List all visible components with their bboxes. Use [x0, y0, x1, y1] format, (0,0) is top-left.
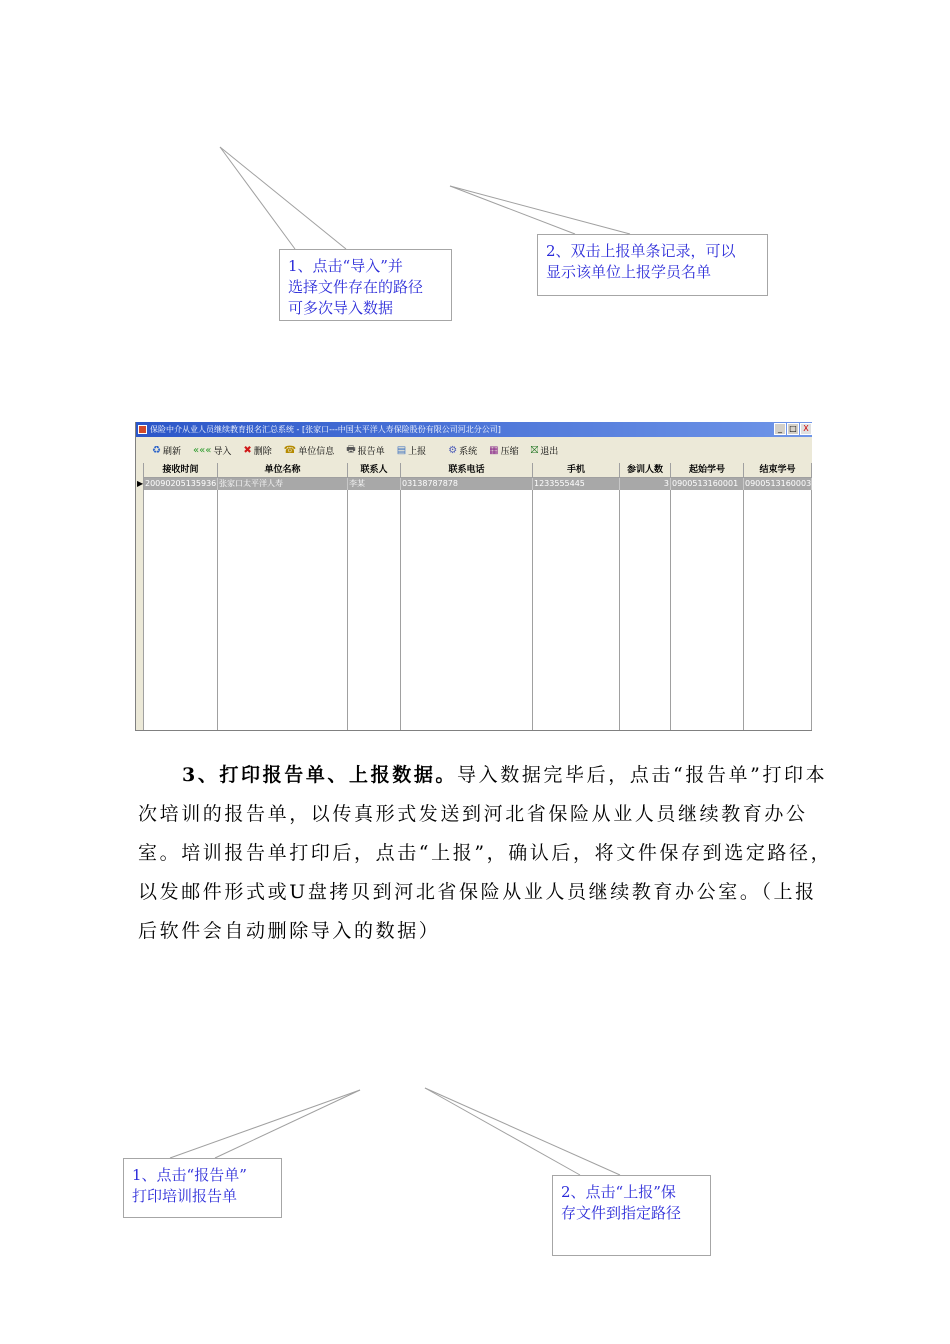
toolbar-button-label: 退出 [540, 446, 559, 457]
column-header[interactable]: 单位名称 [218, 463, 348, 478]
column-divider [347, 490, 348, 730]
column-divider [670, 490, 671, 730]
column-header[interactable]: 联系人 [348, 463, 401, 478]
column-header[interactable]: 参训人数 [620, 463, 671, 478]
column-header[interactable]: 结束学号 [744, 463, 812, 478]
toolbar-button-label: 系统 [459, 446, 478, 457]
printer-icon: 🖶 [346, 443, 356, 455]
row-indicator-column [136, 463, 144, 730]
toolbar-button-label: 单位信息 [298, 446, 335, 457]
toolbar-button-label: 上报 [408, 446, 427, 457]
table-cell[interactable]: 李某 [348, 478, 401, 490]
toolbar-button-label: 导入 [213, 446, 232, 457]
column-header[interactable]: 起始学号 [671, 463, 744, 478]
toolbar-button-system[interactable] [448, 444, 477, 457]
delete-icon: ✖ [243, 444, 252, 456]
column-divider [217, 490, 218, 730]
app-icon [138, 425, 147, 434]
toolbar-button-label: 删除 [253, 446, 272, 457]
column-divider [619, 490, 620, 730]
table-cell[interactable]: 3 [620, 478, 671, 490]
toolbar-button-delete[interactable] [243, 444, 271, 457]
table-cell[interactable]: 1233555445 [533, 478, 620, 490]
paragraph-body: 导入数据完毕后，点击“报告单”打印本次培训的报告单，以传真形式发送到河北省保险从业人员继续教育办公室。培训报告单打印后，点击“上报”，确认后，将文件保存到选定路径，以发邮件形式或U盘拷贝到河北省保险从业人员继续教育办公室。（上报后软件会自动删除导入的数据） [138, 764, 833, 942]
system-icon: ⚙ [448, 444, 458, 456]
column-header[interactable]: 联系电话 [401, 463, 533, 478]
instruction-paragraph [138, 756, 838, 951]
table-cell[interactable]: 张家口太平洋人寿 [218, 478, 348, 490]
table-cell[interactable]: 03138787878 [401, 478, 533, 490]
toolbar-button-label: 刷新 [162, 446, 181, 457]
column-header[interactable]: 手机 [533, 463, 620, 478]
callout-upload-hint: 2、点击“上报”保 存文件到指定路径 [552, 1175, 711, 1256]
refresh-icon: ♻ [152, 444, 161, 456]
import-icon: ««« [192, 444, 212, 456]
data-grid[interactable] [136, 463, 812, 730]
callout-report-hint: 1、点击“报告单” 打印培训报告单 [123, 1158, 282, 1218]
toolbar-button-exit[interactable] [531, 444, 559, 457]
maximize-button[interactable]: □ [787, 423, 799, 435]
column-divider [743, 490, 744, 730]
toolbar-button-import[interactable] [193, 444, 231, 457]
toolbar-button-label: 压缩 [500, 446, 519, 457]
toolbar-button-refresh[interactable] [152, 444, 181, 457]
current-row-pointer-icon: ▶ [137, 479, 144, 488]
toolbar-button-printer[interactable] [346, 442, 384, 459]
close-button[interactable]: X [800, 423, 812, 435]
table-cell[interactable]: 20090205135936 [145, 479, 217, 488]
toolbar-button-upload[interactable] [397, 444, 426, 457]
app-window [135, 422, 812, 731]
toolbar-button-unit-info[interactable] [284, 444, 334, 457]
toolbar-button-label: 报告单 [357, 446, 385, 457]
window-title: 保险中介从业人员继续教育报名汇总系统 - [张家口---中国太平洋人寿保险股份有限公司河北分公司] [150, 425, 501, 434]
minimize-button[interactable]: _ [774, 423, 786, 435]
compress-icon: ▦ [489, 444, 499, 456]
column-divider [400, 490, 401, 730]
upload-icon: ▤ [396, 444, 407, 456]
paragraph-heading: 3、打印报告单、上报数据。 [182, 764, 458, 786]
column-divider [811, 490, 812, 730]
exit-icon: ⛝ [530, 444, 539, 456]
table-cell[interactable]: 0900513160003 [745, 479, 812, 488]
callout-doubleclick-hint: 2、双击上报单条记录，可以 显示该单位上报学员名单 [537, 234, 768, 296]
column-divider [532, 490, 533, 730]
unit-info-icon: ☎ [283, 444, 297, 456]
toolbar [136, 437, 812, 463]
title-bar[interactable] [136, 422, 812, 437]
table-cell[interactable]: 0900513160001 [671, 478, 744, 490]
column-header[interactable]: 接收时间 [144, 463, 218, 478]
callout-import-hint: 1、点击“导入”并 选择文件存在的路径 可多次导入数据 [279, 249, 452, 321]
toolbar-button-compress[interactable] [489, 444, 518, 457]
